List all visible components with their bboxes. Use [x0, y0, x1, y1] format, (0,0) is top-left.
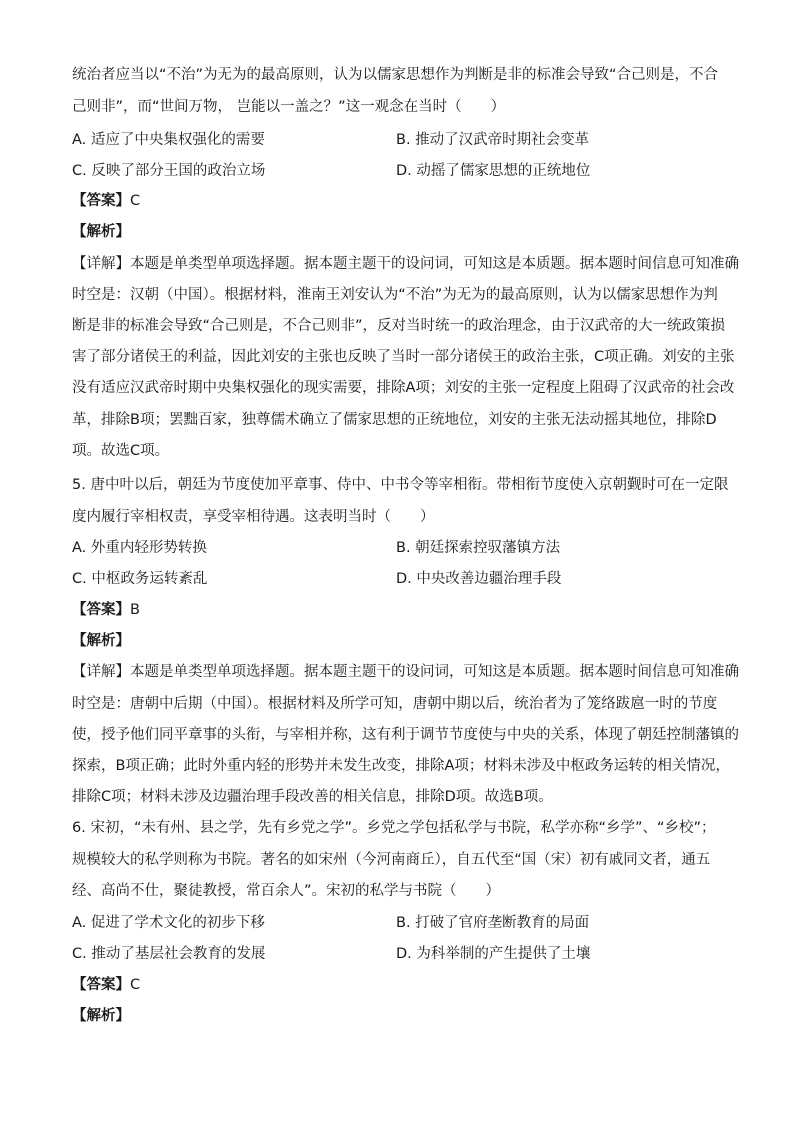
- q6-option-d: D. 为科举制的产生提供了土壤: [396, 946, 591, 962]
- q4-analysis-heading: [72, 222, 130, 242]
- q4-option-b: B. 推动了汉武帝时期社会变革: [396, 132, 590, 148]
- q6-stem-line-3: 经、高尚不仕，聚徒教授，常百余人”。宋初的私学与书院（ ）: [72, 883, 501, 899]
- q6-analysis-heading: [72, 1006, 130, 1026]
- q5-stem-line-2: 度内履行宰相权责，享受宰相待遇。这表明当时（ ）: [72, 509, 435, 525]
- q4-option-a: A. 适应了中央集权强化的需要: [72, 132, 265, 148]
- q4-analysis-tag: 【解析】: [72, 224, 130, 240]
- q6-answer: [72, 975, 140, 995]
- q5-option-c: C. 中枢政务运转紊乱: [72, 571, 208, 587]
- q5-option-a: A. 外重内轻形势转换: [72, 540, 207, 556]
- q4-option-d: D. 动摇了儒家思想的正统地位: [396, 163, 591, 179]
- q5-detail-line-5: 排除C项；材料未涉及边疆治理手段改善的相关信息，排除D项。故选B项。: [72, 789, 553, 805]
- q4-detail-line-2: 时空是：汉朝（中国）。根据材料，淮南王刘安认为“不治”为无为的最高原则，认为以儒家思想作为判: [72, 287, 718, 303]
- q5-analysis-heading: [72, 631, 130, 651]
- q5-answer-value: B: [130, 602, 140, 618]
- q6-stem-line-1: 6. 宋初，“未有州、县之学，先有乡党之学”。乡党之学包括私学与书院，私学亦称“乡学”、“乡校”；: [72, 820, 716, 836]
- q4-stem-line-2: 己则非”，而“世间万物， 岂能以一盖之？”这一观念在当时（ ）: [72, 99, 506, 115]
- q4-option-c: C. 反映了部分王国的政治立场: [72, 163, 266, 179]
- q5-detail-line-3: 使，授予他们同平章事的头衔，与宰相并称，这有利于调节节度使与中央的关系，体现了朝廷控制藩镇的: [72, 727, 739, 743]
- q6-answer-value: C: [130, 977, 141, 993]
- q5-option-b: B. 朝廷探索控驭藩镇方法: [396, 540, 561, 556]
- q5-stem-line-1: 5. 唐中叶以后，朝廷为节度使加平章事、侍中、中书令等宰相衔。带相衔节度使入京朝觐时可在一定限: [72, 477, 729, 493]
- q5-analysis-tag: 【解析】: [72, 633, 130, 649]
- q4-detail-line-6: 革，排除B项；罢黜百家，独尊儒术确立了儒家思想的正统地位，刘安的主张无法动摇其地位，排除D: [72, 412, 717, 428]
- q4-detail-line-4: 害了部分诸侯王的利益，因此刘安的主张也反映了当时一部分诸侯王的政治主张，C项正确。刘安的主张: [72, 349, 735, 365]
- q6-option-b: B. 打破了官府垄断教育的局面: [396, 915, 590, 931]
- q6-answer-tag: 【答案】: [72, 977, 130, 993]
- q5-detail-line-2: 时空是：唐朝中后期（中国）。根据材料及所学可知，唐朝中期以后，统治者为了笼络跋扈一时的节度: [72, 696, 718, 712]
- q4-detail-line-3: 断是非的标准会导致“合己则是，不合己则非”，反对当时统一的政治理念，由于汉武帝的大一统政策损: [72, 318, 726, 334]
- q6-analysis-tag: 【解析】: [72, 1008, 130, 1024]
- q5-answer: [72, 600, 140, 620]
- q4-answer-tag: 【答案】: [72, 193, 130, 209]
- q4-stem-line-1: 统治者应当以“不治”为无为的最高原则，认为以儒家思想作为判断是非的标准会导致“合己则是，不合: [72, 67, 719, 83]
- q5-option-d: D. 中央改善边疆治理手段: [396, 571, 562, 587]
- q6-option-a: A. 促进了学术文化的初步下移: [72, 915, 265, 931]
- q5-answer-tag: 【答案】: [72, 602, 130, 618]
- q4-answer-value: C: [130, 193, 141, 209]
- q4-detail-line-7: 项。故选C项。: [72, 443, 170, 459]
- q6-stem-line-2: 规模较大的私学则称为书院。著名的如宋州（今河南商丘），自五代至“国（宋）初有戚同文者，通五: [72, 852, 711, 868]
- q4-detail-line-1: 【详解】本题是单类型单项选择题。据本题主题干的设问词，可知这是本质题。据本题时间信息可知准确: [72, 256, 739, 272]
- q4-detail-line-5: 没有适应汉武帝时期中央集权强化的现实需要，排除A项；刘安的主张一定程度上阻碍了汉武帝的社会改: [72, 380, 735, 396]
- q5-detail-line-1: 【详解】本题是单类型单项选择题。据本题主题干的设问词，可知这是本质题。据本题时间信息可知准确: [72, 664, 739, 680]
- q4-answer: [72, 191, 140, 211]
- q6-option-c: C. 推动了基层社会教育的发展: [72, 946, 266, 962]
- q5-detail-line-4: 探索，B项正确；此时外重内轻的形势并未发生改变，排除A项；材料未涉及中枢政务运转的相关情况，: [72, 758, 730, 774]
